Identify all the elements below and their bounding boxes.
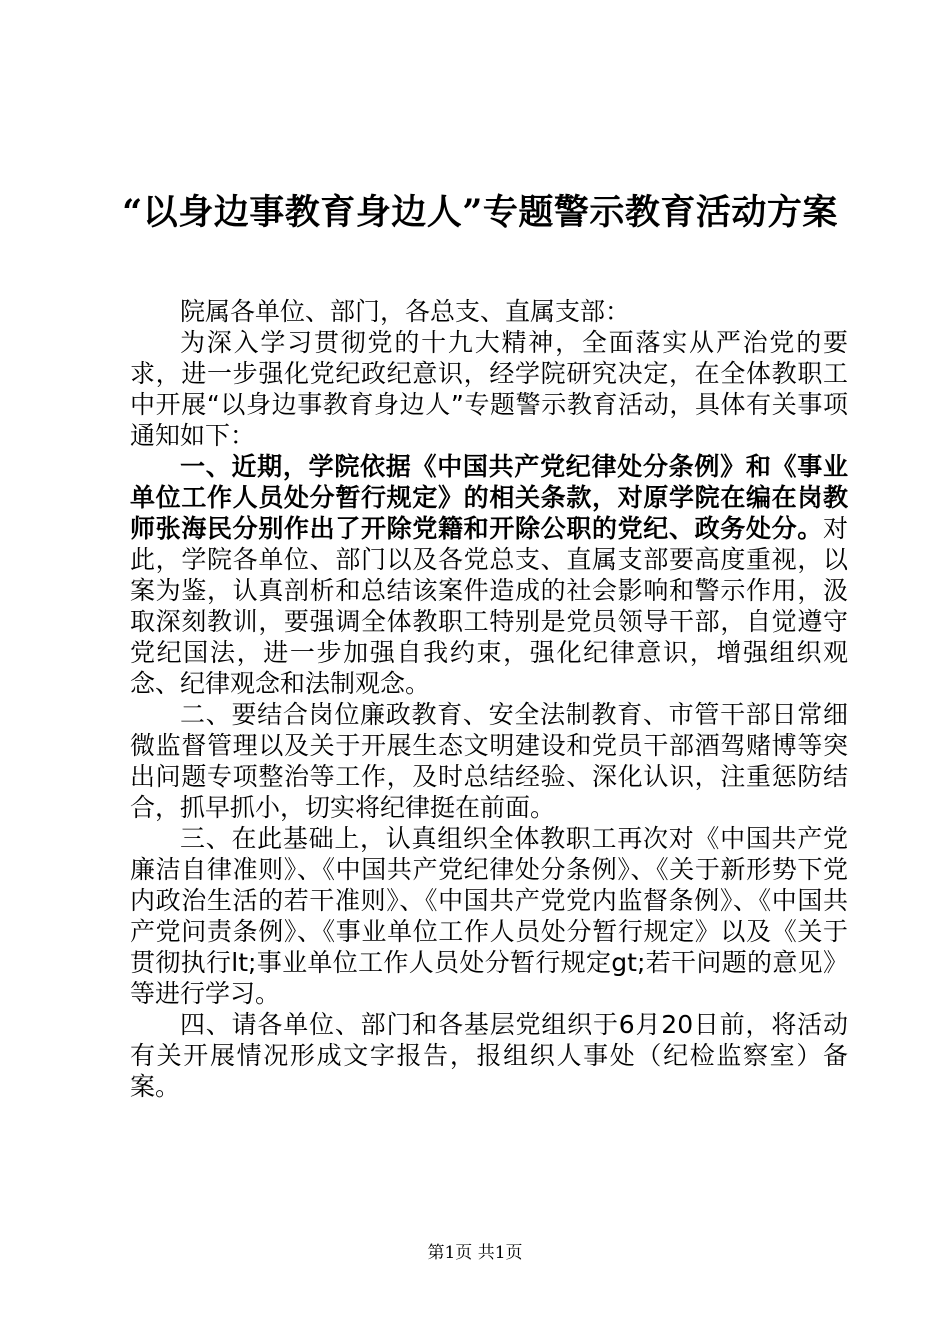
item-2-paragraph: 二、要结合岗位廉政教育、安全法制教育、市管干部日常细微监督管理以及关于开展生态文明建设和党员干部酒驾赌博等突出问题专项整治等工作，及时总结经验、深化认识，注重惩防结合，抓早抓小，切实将纪律挺在前面。 — [130, 700, 848, 822]
item-1-paragraph — [130, 451, 848, 699]
document-body — [130, 296, 848, 1102]
document-title: “以身边事教育身边人”专题警示教育活动方案 — [122, 192, 838, 233]
item-1-bold-text: 一、近期，学院依据《中国共产党纪律处分条例》和《事业单位工作人员处分暂行规定》的相关条款，对原学院在编在岗教师张海民分别作出了开除党籍和开除公职的党纪、政务处分。 — [130, 452, 848, 543]
item-4-paragraph: 四、请各单位、部门和各基层党组织于6月20日前，将活动有关开展情况形成文字报告，报组织人事处（纪检监察室）备案。 — [130, 1010, 848, 1101]
page-footer: 第1页 共1页 — [427, 1243, 523, 1263]
item-3-paragraph: 三、在此基础上，认真组织全体教职工再次对《中国共产党廉洁自律准则》、《中国共产党纪律处分条例》、《关于新形势下党内政治生活的若干准则》、《中国共产党党内监督条例》、《中国共产党问责条例》、《事业单位工作人员处分暂行规定》以及《关于贯彻执行lt;事业单位工作人员处分暂行规定gt;若干问题的意见》等进行学习。 — [130, 824, 848, 1008]
item-1-text: 对此，学院各单位、部门以及各党总支、直属支部要高度重视，以案为鉴，认真剖析和总结该案件造成的社会影响和警示作用，汲取深刻教训，要强调全体教职工特别是党员领导干部，自觉遵守党纪国法，进一步加强自我约束，强化纪律意识，增强组织观念、纪律观念和法制观念。 — [130, 514, 848, 698]
salutation: 院属各单位、部门，各总支、直属支部： — [180, 297, 631, 326]
intro-paragraph: 为深入学习贯彻党的十九大精神，全面落实从严治党的要求，进一步强化党纪政纪意识，经学院研究决定，在全体教职工中开展“以身边事教育身边人”专题警示教育活动，具体有关事项通知如下： — [130, 328, 848, 450]
